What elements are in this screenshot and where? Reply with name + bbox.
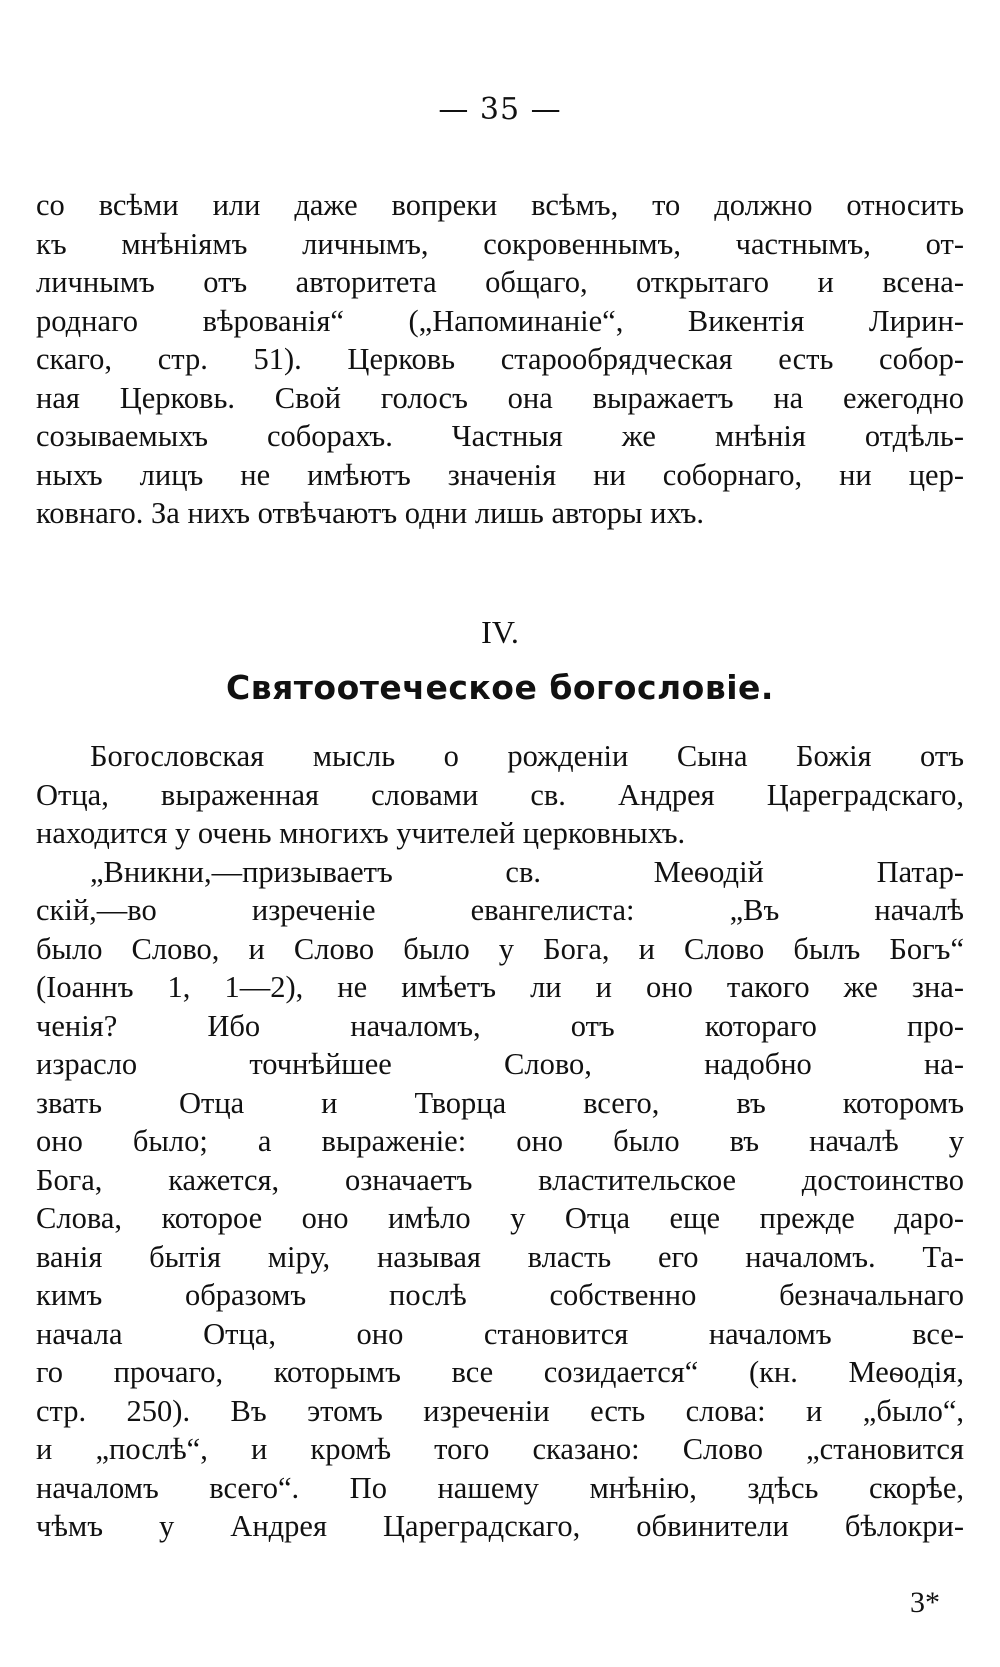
- text-line: ченія? Ибо началомъ, отъ котораго про-: [36, 1008, 964, 1043]
- text-line: Слова, которое оно имѣло у Отца еще прежде даро-: [36, 1201, 964, 1235]
- text-line: находится у очень многихъ учителей церковныхъ.: [36, 816, 686, 850]
- text-line: чѣмъ у Андрея Цареградскаго, обвинители бѣлокри-: [36, 1509, 964, 1543]
- text-line: скаго, стр. 51). Церковь старообрядческая есть собор-: [36, 342, 964, 376]
- text-line: личнымъ отъ авторитета общаго, открытаго и всена-: [36, 265, 964, 299]
- text-line: ковнаго. За нихъ отвѣчаютъ одни лишь авторы ихъ.: [36, 496, 704, 530]
- text-line: ная Церковь. Свой голосъ она выражаетъ на ежегодно: [36, 380, 964, 415]
- body-text: [36, 737, 964, 1546]
- text-line: Богословская мысль о рожденіи Сына Божія отъ: [90, 739, 964, 773]
- text-line: ванія бытія міру, называя власть его началомъ. Та-: [36, 1239, 964, 1274]
- section-number: IV.: [481, 614, 519, 650]
- text-line: го прочаго, которымъ все созидается“ (кн. Меѳодія,: [36, 1355, 964, 1389]
- text-line: оно было; а выраженіе: оно было въ началѣ у: [36, 1124, 964, 1158]
- text-line: стр. 250). Въ этомъ изреченіи есть слова: и „было“,: [36, 1393, 964, 1428]
- signature-mark: 3*: [910, 1586, 940, 1619]
- text-line: начала Отца, оно становится началомъ все-: [36, 1316, 964, 1351]
- text-line: Бога, кажется, означаетъ властительское достоинство: [36, 1162, 964, 1197]
- text-line: созываемыхъ соборахъ. Частныя же мнѣнія отдѣль-: [36, 419, 964, 453]
- section-title: Святоотеческое богословіе.: [226, 668, 774, 707]
- text-line: израсло точнѣйшее Слово, надобно на-: [36, 1047, 964, 1081]
- text-line: (Іоаннъ 1, 1—2), не имѣетъ ли и оно такого же зна-: [36, 970, 964, 1004]
- page-number: — 35 —: [438, 92, 562, 127]
- text-line: роднаго вѣрованія“ („Напоминаніе“, Викентія Лирин-: [36, 303, 964, 338]
- text-line: было Слово, и Слово было у Бога, и Слово былъ Богъ“: [36, 931, 964, 966]
- top-paragraph: [36, 186, 964, 533]
- text-line: началомъ всего“. По нашему мнѣнію, здѣсь скорѣе,: [36, 1470, 964, 1505]
- text-line: скій,—во изреченіе евангелиста: „Въ началѣ: [36, 893, 964, 927]
- text-line: звать Отца и Творца всего, въ которомъ: [36, 1085, 964, 1120]
- text-line: кимъ образомъ послѣ собственно безначальнаго: [36, 1278, 964, 1312]
- text-line: Отца, выраженная словами св. Андрея Цареградскаго,: [36, 777, 964, 812]
- text-line: ныхъ лицъ не имѣютъ значенія ни соборнаго, ни цер-: [36, 457, 964, 492]
- text-line: и „послѣ“, и кромѣ того сказано: Слово „становится: [36, 1432, 964, 1466]
- text-line: къ мнѣніямъ личнымъ, сокровеннымъ, частнымъ, от-: [36, 226, 964, 261]
- text-line: со всѣми или даже вопреки всѣмъ, то должно относить: [36, 188, 964, 222]
- text-line: „Вникни,—призываетъ св. Меѳодій Патар-: [90, 854, 964, 889]
